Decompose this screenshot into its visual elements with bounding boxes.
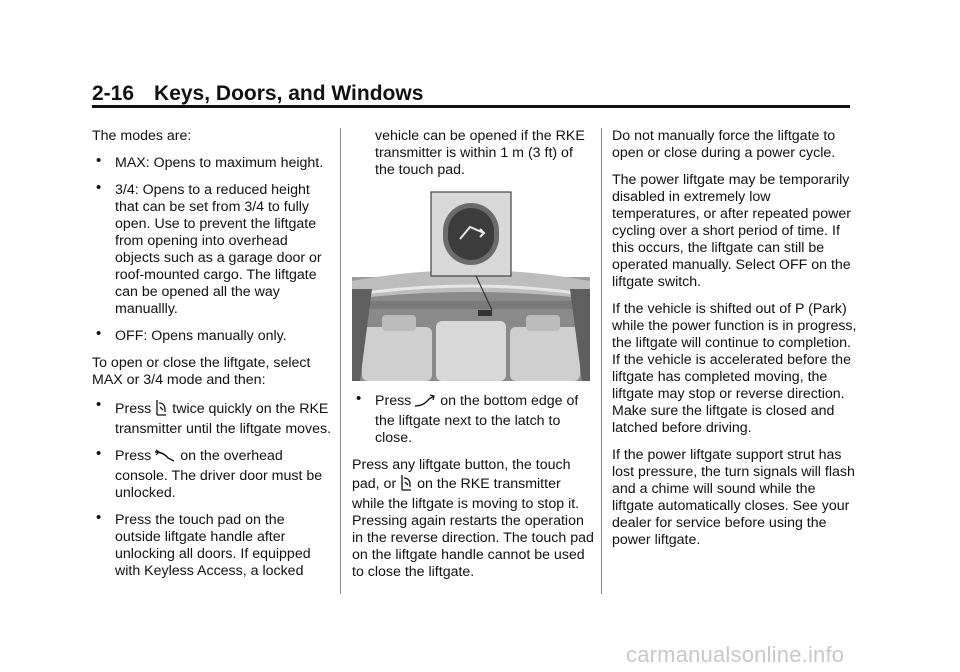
bullet-overhead: • Press on the overhead console. The driver door must be unlocked. [92,448,332,502]
bullet-close-button: • Press on the bottom edge of the liftgate next to the latch to close. [352,393,594,447]
liftgate-button-illustration [352,189,590,381]
bullet-max: • MAX: Opens to maximum height. [92,155,332,172]
shift-paragraph: If the vehicle is shifted out of P (Park) while the power function is in progress, the liftgate will continue to completion. If the vehicle is accelerated before the liftgate has completed moving, the liftgate may stop or reverse direction. Make sure the liftgate is closed and latched before driving. [612,301,857,436]
bullet-touch-pad: • Press the touch pad on the outside liftgate handle after unlocking all doors. If equipped with Keyless Access, a locked [92,512,332,580]
liftgate-close-icon [414,394,436,413]
modes-intro: The modes are: [92,128,192,144]
stop-paragraph: Press any liftgate button, the touch pad, or on the RKE transmitter while the liftgate is moving to stop it. Pressing again restarts the operation in the reverse direction. The touch pad on the liftgate handle cannot be used to close the liftgate. [352,457,594,580]
rke-liftgate-icon [154,399,168,421]
bullet-rke: • Press twice quickly on the RKE transmitter until the liftgate moves. [92,399,332,438]
watermark: carmanualsonline.info [626,642,845,667]
header-title [92,82,850,106]
disabled-paragraph: The power liftgate may be temporarily disabled in extremely low temperatures, or after repeated power cycling over a short period of time. If this occurs, the liftgate can still be operated manually. Select OFF on the liftgate switch. [612,172,851,290]
column-divider-2 [601,128,602,594]
bullet-off: • OFF: Opens manually only. [92,328,332,345]
column-2 [352,128,594,591]
rke-liftgate-icon [399,474,413,496]
force-warning-paragraph: Do not manually force the liftgate to open or close during a power cycle. [612,128,836,161]
page-number: 2-16 [92,82,135,105]
open-close-paragraph: To open or close the liftgate, select MAX or 3/4 mode and then: [92,355,311,388]
section-title: Keys, Doors, and Windows [154,82,424,105]
strut-paragraph: If the power liftgate support strut has lost pressure, the turn signals will flash and a chime will sound while the liftgate automatically closes. See your dealer for service before using the power liftgate. [612,447,855,548]
column-3 [612,128,858,559]
bullet-three-quarter: • 3/4: Opens to a reduced height that can be set from 3/4 to fully open. Use to prevent the liftgate from opening into overhead objects such as a garage door or roof-mounted cargo. The liftgate can be opened all the way manuallly. [92,182,332,318]
column-1 [92,128,332,590]
page-header [92,82,850,106]
column-divider-1 [340,128,341,594]
keyless-continuation: vehicle can be opened if the RKE transmitter is within 1 m (3 ft) of the touch pad. [375,128,585,178]
header-rule [92,105,850,108]
overhead-liftgate-icon [154,449,176,468]
